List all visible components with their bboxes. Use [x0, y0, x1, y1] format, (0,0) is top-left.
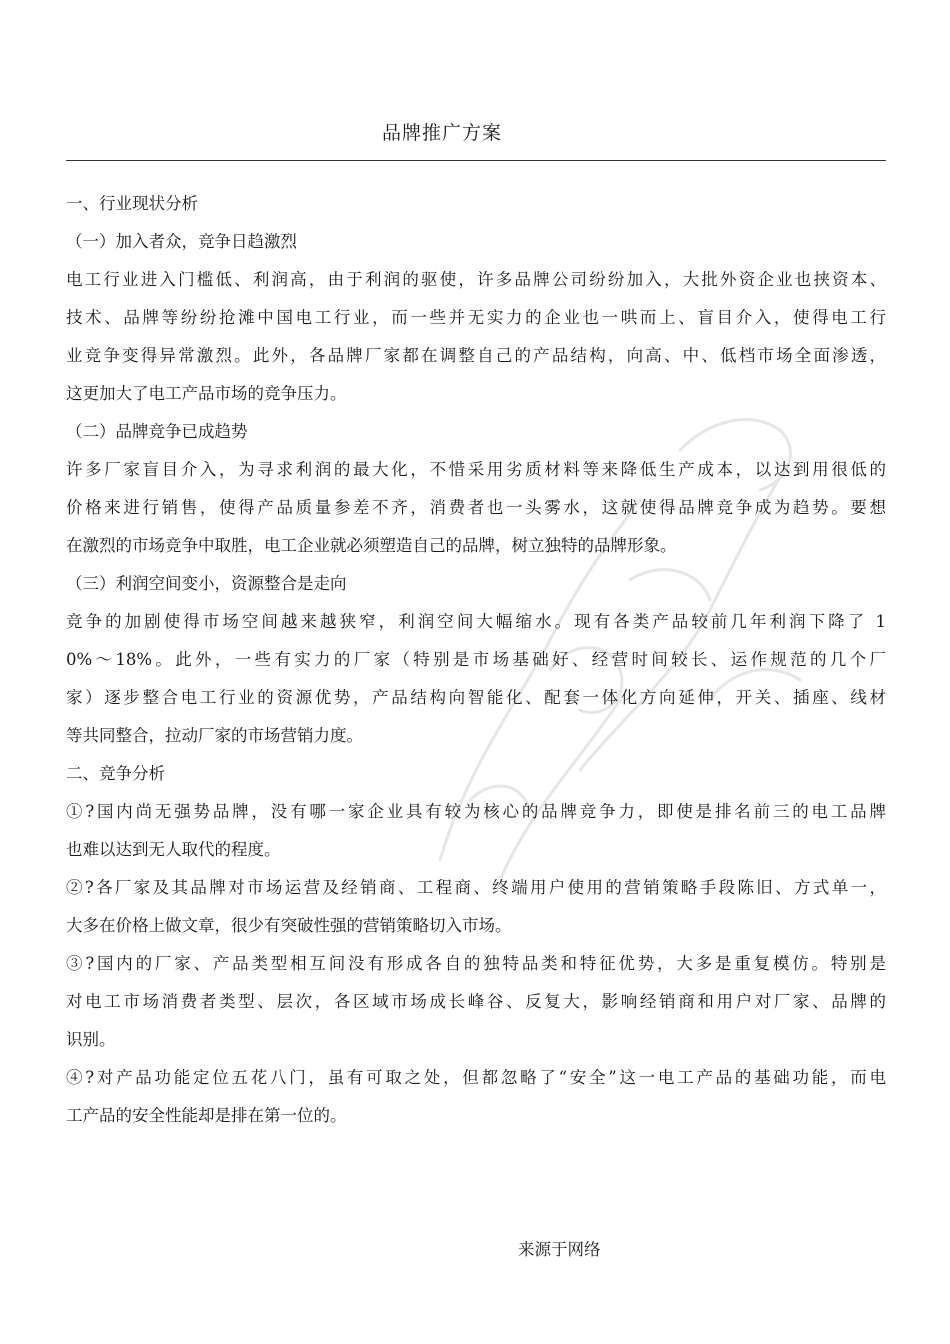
paragraph-line: 竞争的加剧使得市场空间越来越狭窄，利润空间大幅缩水。现有各类产品较前几年利润下降了 1: [66, 612, 886, 631]
section-heading: 一、行业现状分析: [66, 194, 198, 213]
paragraph-line: 等共同整合，拉动厂家的市场营销力度。: [66, 726, 363, 745]
list-item-line: ①?国内尚无强势品牌，没有哪一家企业具有较为核心的品牌竞争力，即使是排名前三的电工品牌: [66, 802, 886, 821]
paragraph-line: 技术、品牌等纷纷抢滩中国电工行业，而一些并无实力的企业也一哄而上、盲目介入，使得电工行: [66, 308, 886, 327]
paragraph-line: 许多厂家盲目介入，为寻求利润的最大化，不惜采用劣质材料等来降低生产成本，以达到用很低的: [66, 460, 886, 479]
paragraph-line: 这更加大了电工产品市场的竞争压力。: [66, 384, 347, 403]
document-title: 品牌推广方案: [381, 122, 502, 144]
list-item-line: ③?国内的厂家、产品类型相互间没有形成各自的独特品类和特征优势，大多是重复模仿。特别是: [66, 954, 886, 973]
list-item-line: ②?各厂家及其品牌对市场运营及经销商、工程商、终端用户使用的营销策略手段陈旧、方式单一，: [66, 878, 886, 897]
paragraph-line: 在激烈的市场竞争中取胜，电工企业就必须塑造自己的品牌，树立独特的品牌形象。: [66, 536, 677, 555]
paragraph-line: 业竞争变得异常激烈。此外，各品牌厂家都在调整自己的产品结构，向高、中、低档市场全面渗透，: [66, 346, 886, 365]
list-item-line: ④?对产品功能定位五花八门，虽有可取之处，但都忽略了“安全”这一电工产品的基础功能，而电: [66, 1068, 886, 1087]
source-note: 来源于网络: [518, 1240, 601, 1259]
list-item-line: 大多在价格上做文章，很少有突破性强的营销策略切入市场。: [66, 916, 512, 935]
list-item-line: 对电工市场消费者类型、层次，各区域市场成长峰谷、反复大，影响经销商和用户对厂家、品牌的: [66, 992, 886, 1011]
list-item-line: 也难以达到无人取代的程度。: [66, 840, 281, 859]
list-item-line: 识别。: [66, 1030, 116, 1049]
title-divider: [66, 160, 886, 161]
subsection-heading: （三）利润空间变小，资源整合是走向: [66, 574, 347, 593]
subsection-heading: （一）加入者众，竞争日趋激烈: [66, 232, 297, 251]
section-heading: 二、竞争分析: [66, 764, 165, 783]
subsection-heading: （二）品牌竞争已成趋势: [66, 422, 248, 441]
paragraph-line: 0%～18%。此外，一些有实力的厂家（特别是市场基础好、经营时间较长、运作规范的几个厂: [66, 650, 886, 669]
paragraph-line: 电工行业进入门槛低、利润高，由于利润的驱使，许多品牌公司纷纷加入，大批外资企业也挟资本、: [66, 270, 886, 289]
paragraph-line: 价格来进行销售，使得产品质量参差不齐，消费者也一头雾水，这就使得品牌竞争成为趋势。要想: [66, 498, 886, 517]
list-item-line: 工产品的安全性能却是排在第一位的。: [66, 1106, 347, 1125]
document-body: [66, 185, 886, 1135]
paragraph-line: 家）逐步整合电工行业的资源优势，产品结构向智能化、配套一体化方向延伸，开关、插座、线材: [66, 688, 886, 707]
